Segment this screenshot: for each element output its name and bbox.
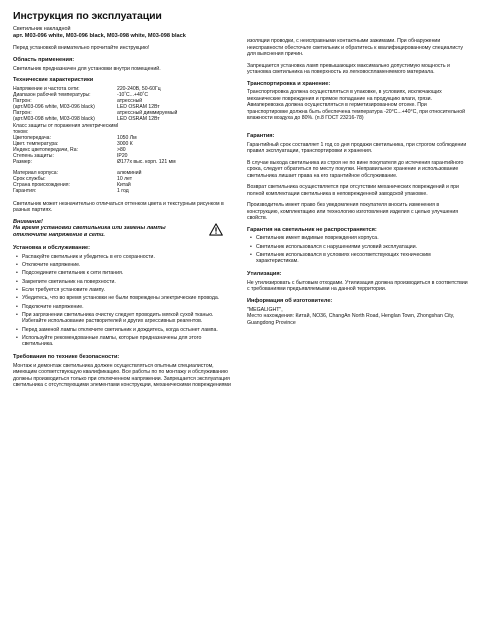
page-title: Инструкция по эксплуатации [13,10,162,22]
spec-row [13,188,228,194]
spec-value: LED OSRAM 12Вт [117,104,160,111]
exclusions-heading: Гарантия на светильник не распространяется: [247,226,377,233]
safety-text: Монтаж и демонтаж светильника должен осуществляться опытным специалистом, имеющим соответствующую квалификацию. Все работы по по монтажу и обслуживанию должны производиться только при отключенном напряжении. Запрещается эксплуатация светильника с отсутствующими элементами конструкции, механическими повреждениями [13,362,231,389]
spec-key: (арт.М03-096 white, М03-096 black) [13,104,95,111]
spec-value: 220-240В, 50-60Гц [117,85,161,92]
disposal-text: Не утилизировать с бытовым отходами. Утилизация должна производиться в соответствии с требованиями предъявляемыми на данной территории. [247,279,468,293]
install-step: • Если требуется установите лампу. [13,287,233,294]
spec-value: атрессный [117,98,143,105]
spec-value: IP20 [117,153,128,160]
warranty-text-3: Возврат светильника осуществляется при отсутствии механических повреждений и при полной комплектации светильника в неповрежденной заводской упаковке. [247,184,459,197]
spec-key: Материал корпуса: [13,170,59,177]
install-step: • Отключите напряжение. [13,262,233,269]
spec-value: >80 [117,146,126,153]
spec-value: 10 лет [117,176,133,183]
spec-key: (арт.М03-098 white, М03-098 black) [13,116,95,123]
spec-key: Диапазон рабочей температуры: [13,92,91,99]
spec-value: алюминий [117,170,142,177]
spec-key: Гарантия: [13,188,37,195]
manufacturer-name: "MEGALIGHT", [247,306,283,313]
spec-key: Цветопередача: [13,134,51,141]
safety-continued: изоляции проводки, с неисправными контактными зажимами. При обнаружении неисправности обесточьте светильник и обратитесь к квалифицированному специалисту для выяснения причин. [247,38,463,57]
color-note: Светильник может незначительно отличаться оттенком цвета и текстурным рисунком в разных партиях. [13,200,224,214]
spec-value: 1 год [117,188,129,195]
scope-text: Светильник предназначен для установки внутри помещений. [13,65,161,72]
disposal-heading: Утилизация: [247,270,282,277]
spec-value: LED OSRAM 12Вт [117,116,160,123]
exclusion-item: • Светильник имеет видимые повреждения корпуса. [247,235,469,242]
install-step: • Закрепите светильник на поверхности. [13,279,233,286]
install-step: • Подключите напряжение. [13,304,233,311]
intro-note: Перед установкой внимательно прочитайте инструкцию! [13,45,150,52]
manufacturer-address: Место нахождения: Китай, NO36, ChangAn North Road, Henglan Town, Zhongshan City, Guangdong Province [247,313,455,326]
install-step: • Подсоедините светильник к сети питания. [13,270,233,277]
spec-key: Класс защиты от поражения электрическим током: [13,122,117,135]
spec-key: Цвет. температура: [13,140,59,147]
exclusion-item: • Светильник использовался в условиях несоответствующих техническим характеристикам. [247,252,469,265]
left-column [13,10,233,394]
spec-heading: Технические характеристики [13,77,94,84]
article-numbers: арт. M03-096 white, M03-096 black, M03-098 white, M03-098 black [13,32,186,39]
transport-heading: Транспортировка и хранение: [247,80,331,87]
install-step: • Перед заменой лампы отключите светильник и дождитесь, когда остынет лампа. [13,327,233,334]
spec-key: Степень защиты: [13,153,54,160]
spec-value: атрессный диммируемый [117,110,178,117]
exclusion-item: • Светильник использовался с нарушениями условий эксплуатации. [247,244,469,251]
spec-value: 1050 Лм [117,134,137,141]
install-step: • Убедитесь, что во время установки не были повреждены электрические провода. [13,295,233,302]
warranty-text-1: Гарантийный срок составляет 1 год со дня продажи светильника, при строгом соблюдении правил эксплуатации, транспортировки и хранения. [247,141,467,155]
transport-text: Транспортировка должна осуществляться в упаковке, в условиях, исключающих механические повреждения и прямое попадание на продукцию влаги, грязи. Авиаперевозка должна осуществляться в герметизированном отсеке. При транспортировке должна быть обеспечена температура -20°С...+40°С, при относительной влажности воздуха до 80%. (п.8 ГОСТ 23216-78) [247,89,466,122]
install-step: • Распакуйте светильник и убедитесь в его сохранности. [13,254,233,261]
install-step: • При загрязнении светильника очистку следует проводить мягкой сухой тканью. Избегайте использование растворителей и других агрессивных реагентов. [13,312,233,325]
install-list [13,254,233,348]
spec-table [13,86,228,195]
warning-triangle-icon [209,223,223,236]
spec-key: Индекс цветопередачи, Ra: [13,146,78,153]
spec-row [13,123,228,135]
prohibition-text: Запрещается установка ламп превышающих максимально допустимую мощность и установка светильника на поверхность из легковоспламеняемого материала. [247,62,450,75]
safety-heading: Требования по технике безопасности: [13,353,120,360]
install-step: • Используйте рекомендованные лампы, которые предназначены для этого светильника. [13,335,233,348]
warranty-heading: Гарантия: [247,132,275,139]
install-heading: Установка и обслуживание: [13,244,91,251]
attention-label: Внимание! [13,218,43,225]
spec-value: I [117,122,119,129]
spec-key: Страна происхождения: [13,182,70,189]
spec-value: Китай [117,182,131,189]
scope-heading: Область применения: [13,56,75,63]
spec-key: Патрон: [13,98,32,105]
warranty-text-2: В случае выхода светильника из строя не по вине покупателя до истечения гарантийного срока, следует обратиться по месту покупки. Неправильное хранение и использование светильника лишает права на его гарантийное обслуживание. [247,159,464,179]
spec-key: Напряжение и частота сети: [13,85,80,92]
manufacturer-heading: Информация об изготовителе: [247,297,333,304]
spec-value: 3000 К [117,140,133,147]
spec-key: Патрон: [13,110,32,117]
spec-key: Срок службы: [13,176,46,183]
spec-value: -10˚С...+40˚С [117,92,148,99]
warning-text: На время установки светильника или замены лампы отключите напряжение в сети. [13,225,166,239]
spec-key: Размер: [13,159,32,166]
product-subtitle: Светильник накладной [13,26,71,32]
exclusions-list [247,235,469,265]
warranty-text-4: Производитель имеет право без уведомления покупателя вносить изменения в конструкцию, комплектацию или технологию изготовления изделия с целью улучшения свойств. [247,202,459,222]
spec-value: Ø177х выс. корп. 121 мм [117,159,176,166]
warning-block [13,219,233,239]
right-column [247,38,469,331]
